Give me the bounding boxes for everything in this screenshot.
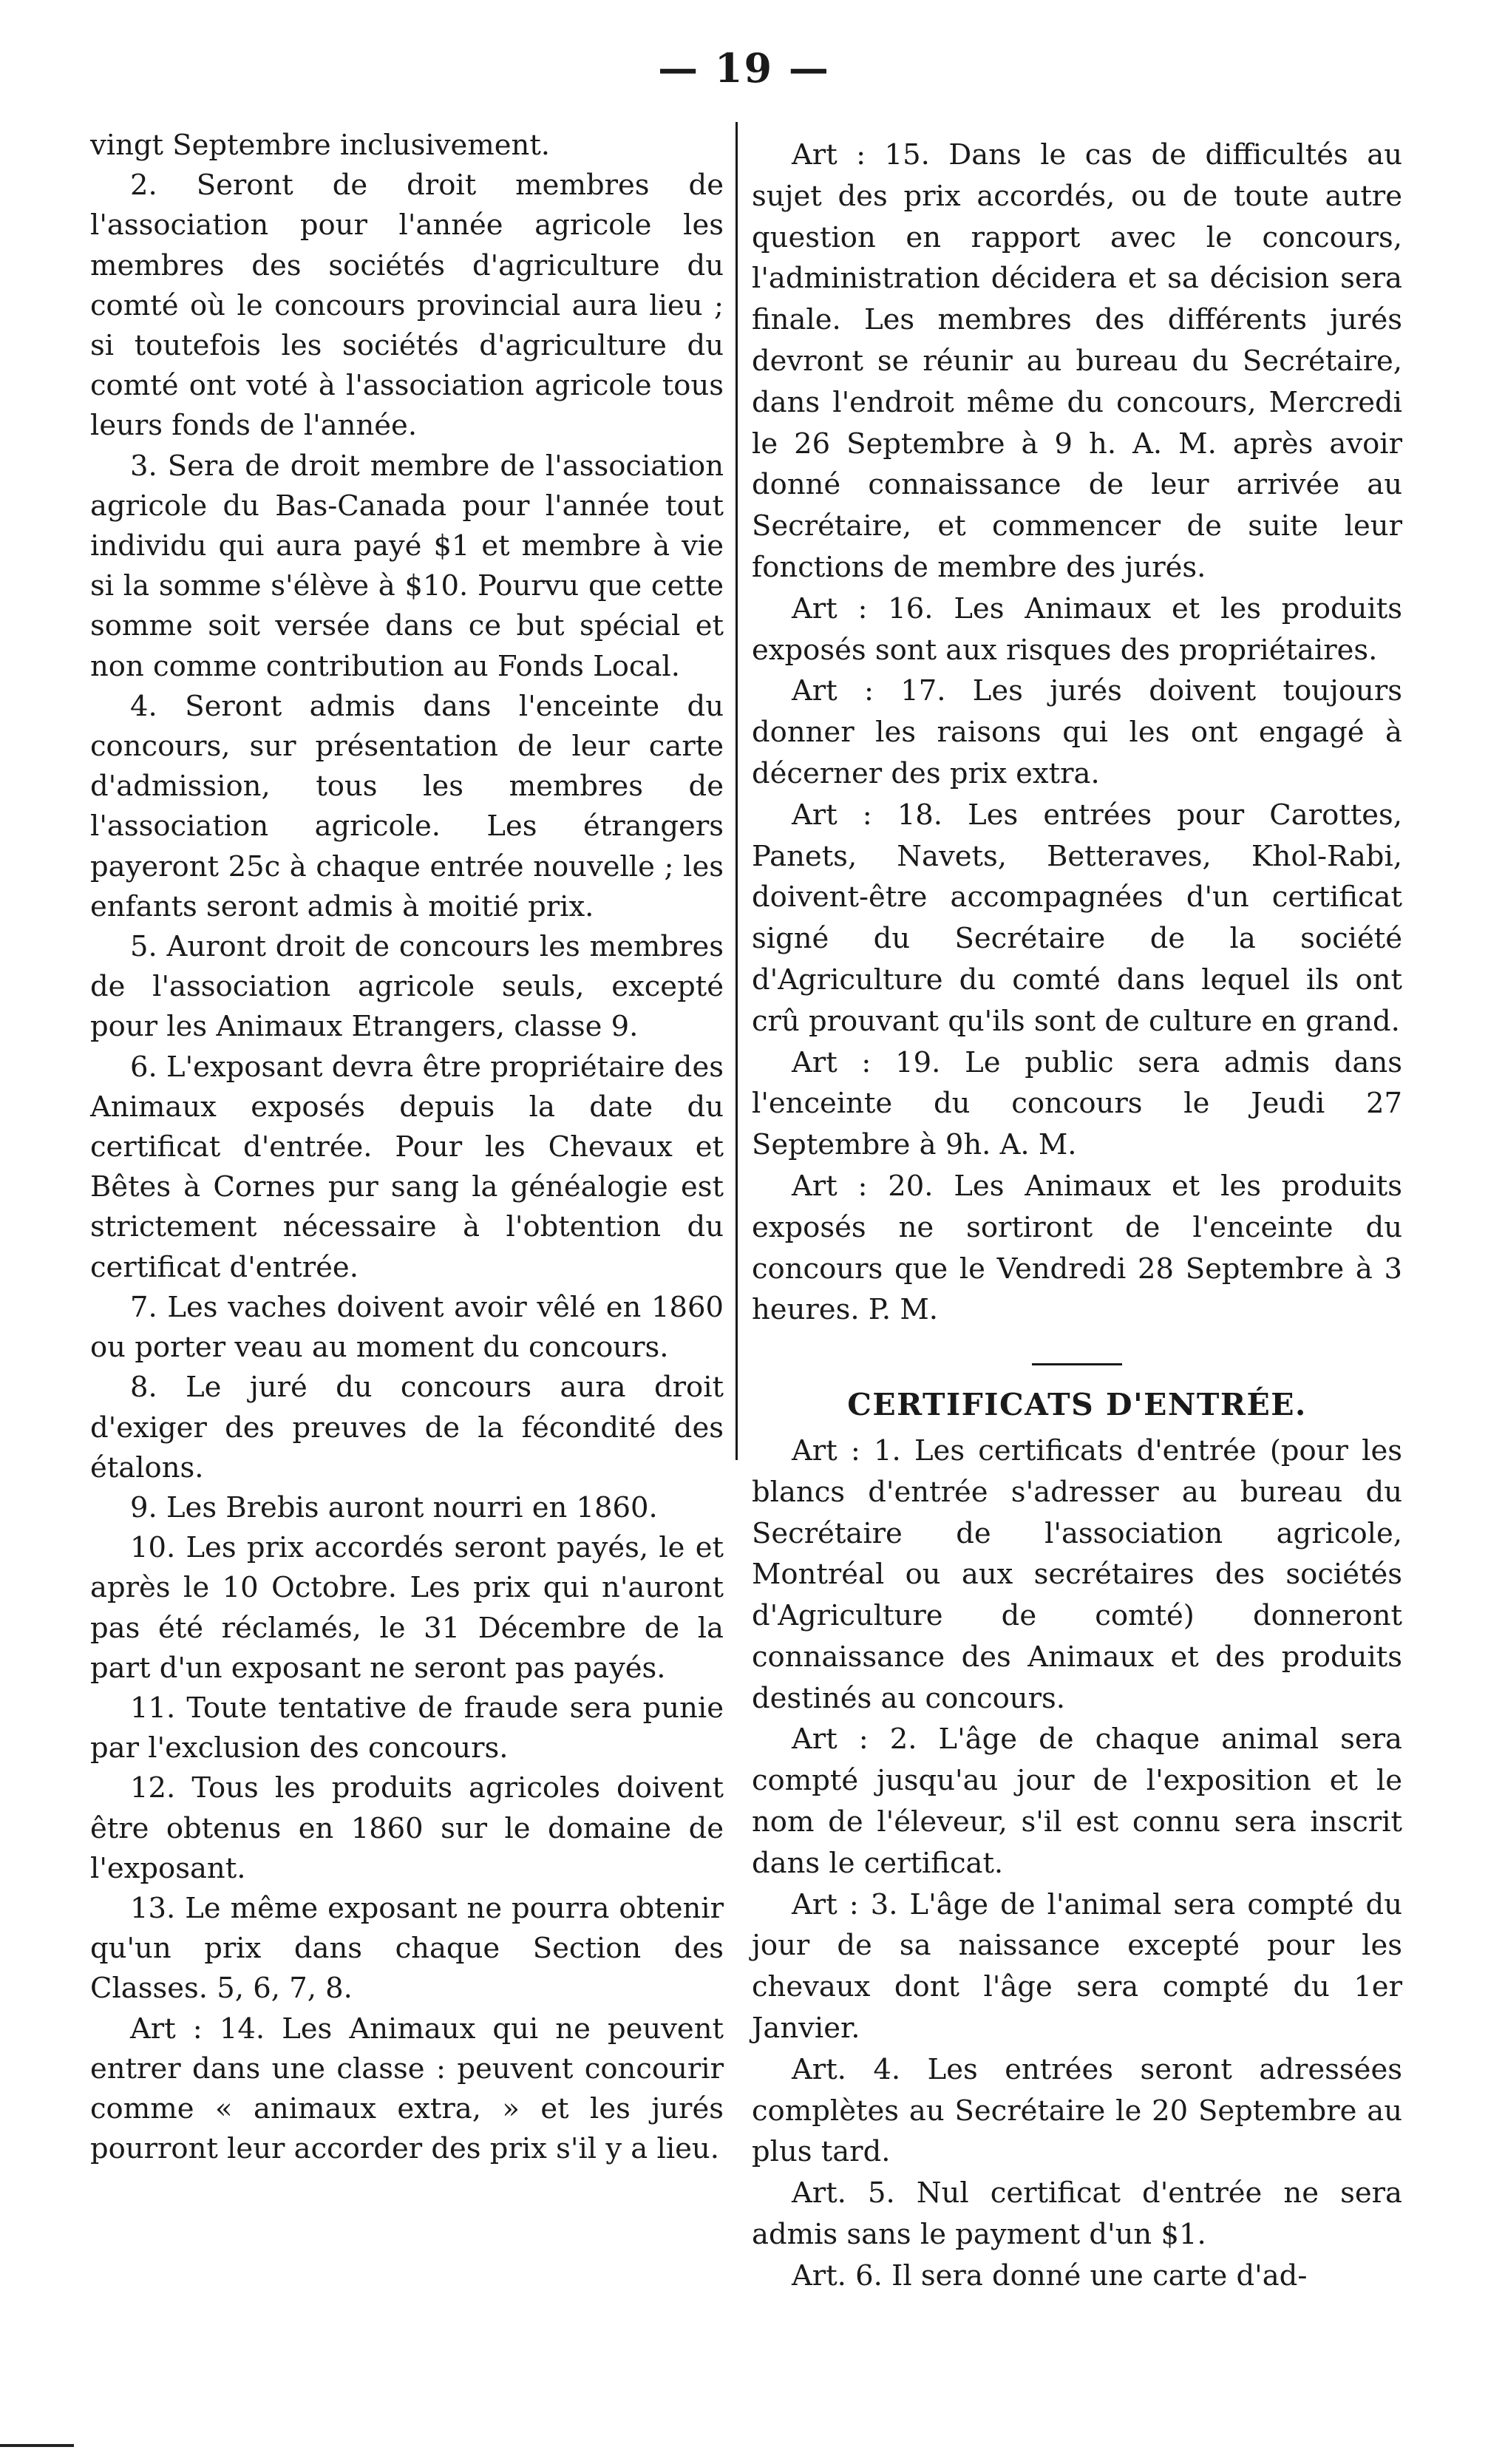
- paragraph: Art : 17. Les jurés doivent toujours donner les raisons qui les ont engagé à décerner des prix extra.: [752, 674, 1402, 790]
- paragraph: Art : 19. Le public sera admis dans l'enceinte du concours le Jeudi 27 Septembre à 9h. A. M.: [752, 1045, 1402, 1162]
- paragraph: Art : 3. L'âge de l'animal sera compté du jour de sa naissance excepté pour les chevaux dont l'âge sera compté du 1er Janvier.: [752, 1887, 1402, 2046]
- paragraph: 7. Les vaches doivent avoir vêlé en 1860 ou porter veau au moment du concours.: [90, 1290, 724, 1365]
- column-divider: [735, 122, 738, 1460]
- paragraph: Art : 16. Les Animaux et les produits exposés sont aux risques des propriétaires.: [752, 591, 1402, 667]
- paragraph: Art. 4. Les entrées seront adressées complètes au Secrétaire le 20 Septembre au plus tard.: [752, 2052, 1402, 2169]
- paragraph: 11. Toute tentative de fraude sera punie par l'exclusion des concours.: [90, 1691, 724, 1765]
- paragraph: Art. 5. Nul certificat d'entrée ne sera admis sans le payment d'un $1.: [752, 2176, 1402, 2252]
- paragraph: Art : 15. Dans le cas de difficultés au sujet des prix accordés, ou de toute autre question en rapport avec le concours, l'administration décidera et sa décision sera finale. Les membres des différents jurés devront se réunir au bureau du Secrétaire, dans l'endroit même du concours, Mercredi le 26 Septembre à 9 h. A. M. après avoir donné connaissance de leur arrivée au Secrétaire, et commencer de suite leur fonctions de membre des jurés.: [752, 138, 1402, 584]
- scan-edge-mark: [0, 2444, 74, 2447]
- paragraph: Art : 20. Les Animaux et les produits exposés ne sortiront de l'enceinte du concours que le Vendredi 28 Septembre à 3 heures. P. M.: [752, 1169, 1402, 1327]
- page-number: — 19 —: [658, 44, 830, 92]
- paragraph: Art : 14. Les Animaux qui ne peuvent entrer dans une classe : peuvent concourir comme « animaux extra, » et les jurés pourront leur accorder des prix s'il y a lieu.: [90, 2012, 724, 2166]
- section-title: CERTIFICATS D'ENTRÉE.: [847, 1387, 1307, 1423]
- paragraph: Art : 2. L'âge de chaque animal sera compté jusqu'au jour de l'exposition et le nom de l'éleveur, s'il est connu sera inscrit dans le certificat.: [752, 1723, 1402, 1880]
- paragraph: vingt Septembre inclusivement.: [90, 129, 551, 162]
- paragraph: Art. 6. Il sera donné une carte d'ad-: [792, 2258, 1308, 2292]
- section-rule: [1032, 1363, 1122, 1365]
- paragraph: 8. Le juré du concours aura droit d'exiger des preuves de la fécondité des étalons.: [90, 1371, 724, 1484]
- paragraph: 5. Auront droit de concours les membres de l'association agricole seuls, excepté pour les Animaux Etrangers, classe 9.: [90, 930, 724, 1044]
- paragraph: 6. L'exposant devra être propriétaire des Animaux exposés depuis la date du certificat d'entrée. Pour les Chevaux et Bêtes à Cornes pur sang la généalogie est strictement nécessaire à l'obtention du certificat d'entrée.: [90, 1050, 724, 1284]
- right-column: [752, 135, 1402, 2297]
- paragraph: 2. Seront de droit membres de l'association pour l'année agricole les membres des sociétés d'agriculture du comté où le concours provincial aura lieu ; si toutefois les sociétés d'agriculture du comté ont voté à l'association agricole tous leurs fonds de l'année.: [90, 169, 724, 443]
- paragraph: Art : 1. Les certificats d'entrée (pour les blancs d'entrée s'adresser au bureau du Secrétaire de l'association agricole, Montréal ou aux secrétaires des sociétés d'Agriculture de comté) donneront connaissance des Animaux et des produits destinés au concours.: [752, 1433, 1402, 1715]
- paragraph: 4. Seront admis dans l'enceinte du concours, sur présentation de leur carte d'admission, tous les membres de l'association agricole. Les étrangers payeront 25c à chaque entrée nouvelle ; les enfants seront admis à moitié prix.: [90, 689, 724, 923]
- paragraph: 9. Les Brebis auront nourri en 1860.: [130, 1490, 658, 1524]
- paragraph: Art : 18. Les entrées pour Carottes, Panets, Navets, Betteraves, Khol-Rabi, doivent-être accompagnées d'un certificat signé du Secrétaire de la société d'Agriculture du comté dans lequel ils ont crû prouvant qu'ils sont de culture en grand.: [752, 798, 1402, 1038]
- paragraph: 3. Sera de droit membre de l'association agricole du Bas-Canada pour l'année tout individu qui aura payé $1 et membre à vie si la somme s'élève à $10. Pourvu que cette somme soit versée dans ce but spécial et non comme contribution au Fonds Local.: [90, 449, 724, 683]
- left-column: [90, 126, 724, 2169]
- paragraph: 13. Le même exposant ne pourra obtenir qu'un prix dans chaque Section des Classes. 5, 6, 7, 8.: [90, 1891, 724, 2006]
- paragraph: 12. Tous les produits agricoles doivent être obtenus en 1860 sur le domaine de l'exposant.: [90, 1771, 724, 1885]
- paragraph: 10. Les prix accordés seront payés, le et après le 10 Octobre. Les prix qui n'auront pas été réclamés, le 31 Décembre de la part d'un exposant ne seront pas payés.: [90, 1531, 724, 1685]
